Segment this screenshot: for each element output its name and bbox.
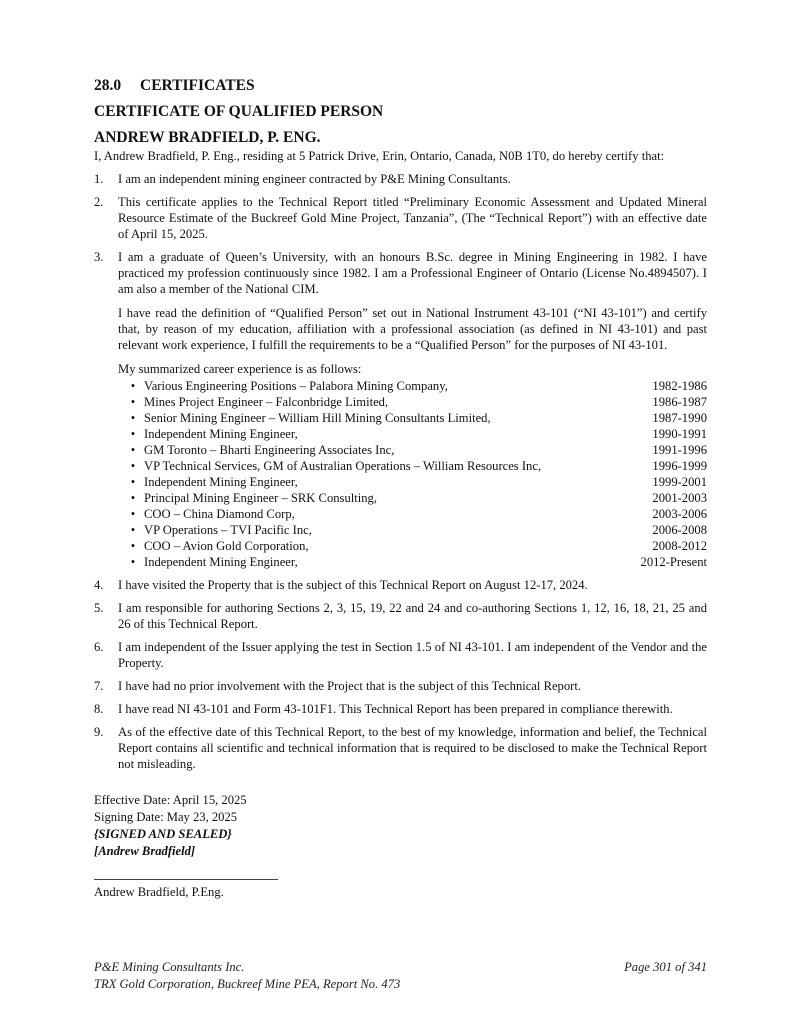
section-number: 28.0 xyxy=(94,77,122,94)
page-footer xyxy=(94,959,707,993)
item-number: 5. xyxy=(94,601,104,615)
career-item xyxy=(118,506,707,522)
signing-date: Signing Date: May 23, 2025 xyxy=(94,810,238,824)
item-text: I am a graduate of Queen’s University, with an honours B.Sc. degree in Mining Engineering in 1982. I have practiced my profession continuously since 1982. I am a Professional Engineer of Ontario (License No.4894507). I am also a member of the National CIM. xyxy=(118,250,707,296)
signature-line xyxy=(94,879,278,880)
list-item xyxy=(94,724,707,772)
effective-date: Effective Date: April 15, 2025 xyxy=(94,793,247,807)
certificate-title: CERTIFICATE OF QUALIFIED PERSON xyxy=(94,103,384,120)
bullet-icon: • xyxy=(130,555,136,569)
bullet-icon: • xyxy=(130,459,136,473)
intro-paragraph: I, Andrew Bradfield, P. Eng., residing at 5 Patrick Drive, Erin, Ontario, Canada, N0B 1T0, do hereby certify that: xyxy=(94,149,665,163)
signer-name: Andrew Bradfield, P.Eng. xyxy=(94,885,224,899)
career-role: Various Engineering Positions – Palabora Mining Company, xyxy=(144,379,448,393)
bullet-icon: • xyxy=(130,507,136,521)
certification-list xyxy=(94,171,707,772)
career-years: 1986-1987 xyxy=(652,395,707,409)
bullet-icon: • xyxy=(130,491,136,505)
item-text: I am responsible for authoring Sections 2, 3, 15, 19, 22 and 24 and co-authoring Sections 1, 12, 16, 18, 21, 25 and 26 of this Technical Report. xyxy=(118,601,707,631)
list-item xyxy=(94,249,707,570)
list-item xyxy=(94,600,707,632)
career-years: 1982-1986 xyxy=(652,379,707,393)
section-title: CERTIFICATES xyxy=(140,77,255,94)
career-role: Independent Mining Engineer, xyxy=(144,475,298,489)
career-years: 2012-Present xyxy=(640,555,707,569)
career-item xyxy=(118,554,707,570)
item-number: 3. xyxy=(94,250,104,264)
item-number: 6. xyxy=(94,640,104,654)
career-item xyxy=(118,490,707,506)
item-text: This certificate applies to the Technical Report titled “Preliminary Economic Assessment and Updated Mineral Resource Estimate of the Buckreef Gold Mine Project, Tanzania”, (The “Technical Report”) with an effective date of April 15, 2025. xyxy=(118,195,707,241)
career-role: Mines Project Engineer – Falconbridge Limited, xyxy=(144,395,389,409)
career-lead: My summarized career experience is as follows: xyxy=(118,362,362,376)
career-role: Independent Mining Engineer, xyxy=(144,555,298,569)
person-heading: ANDREW BRADFIELD, P. ENG. xyxy=(94,129,321,146)
career-item xyxy=(118,474,707,490)
career-years: 2006-2008 xyxy=(652,523,707,537)
bullet-icon: • xyxy=(130,395,136,409)
item-number: 9. xyxy=(94,725,104,739)
bullet-icon: • xyxy=(130,427,136,441)
list-item xyxy=(94,171,707,187)
list-item xyxy=(94,701,707,717)
career-years: 1996-1999 xyxy=(652,459,707,473)
item-number: 7. xyxy=(94,679,104,693)
signed-sealed-note: {SIGNED AND SEALED} xyxy=(94,827,232,841)
item-number: 2. xyxy=(94,195,104,209)
list-item xyxy=(94,639,707,671)
bullet-icon: • xyxy=(130,411,136,425)
career-list xyxy=(118,378,707,570)
career-role: GM Toronto – Bharti Engineering Associates Inc, xyxy=(144,443,395,457)
career-item xyxy=(118,522,707,538)
career-years: 2008-2012 xyxy=(652,539,707,553)
item-number: 1. xyxy=(94,172,104,186)
career-role: Independent Mining Engineer, xyxy=(144,427,298,441)
career-years: 2001-2003 xyxy=(652,491,707,505)
footer-page-number: Page 301 of 341 xyxy=(624,960,707,974)
bullet-icon: • xyxy=(130,539,136,553)
footer-company: P&E Mining Consultants Inc. xyxy=(94,960,245,974)
bullet-icon: • xyxy=(130,475,136,489)
item-text: I am independent of the Issuer applying the test in Section 1.5 of NI 43-101. I am independent of the Vendor and the Property. xyxy=(118,640,707,670)
qualified-person-paragraph: I have read the definition of “Qualified Person” set out in National Instrument 43-101 (“NI 43-101”) and certify that, by reason of my education, affiliation with a professional association (as defined in NI 43-101) and past relevant work experience, I fulfill the requirements to be a “Qualified Person” for the purposes of NI 43-101. xyxy=(118,306,707,352)
signer-bracket: [Andrew Bradfield] xyxy=(94,844,196,858)
career-item xyxy=(118,426,707,442)
item-text: I am an independent mining engineer contracted by P&E Mining Consultants. xyxy=(118,172,511,186)
section-heading xyxy=(94,76,707,96)
career-role: VP Operations – TVI Pacific Inc, xyxy=(144,523,312,537)
item-text: I have visited the Property that is the subject of this Technical Report on August 12-17, 2024. xyxy=(118,578,588,592)
list-item xyxy=(94,678,707,694)
career-item xyxy=(118,378,707,394)
item-text: I have read NI 43-101 and Form 43-101F1. This Technical Report has been prepared in compliance therewith. xyxy=(118,702,673,716)
signature-block xyxy=(94,792,707,901)
bullet-icon: • xyxy=(130,523,136,537)
career-item xyxy=(118,394,707,410)
career-years: 1999-2001 xyxy=(652,475,707,489)
career-item xyxy=(118,442,707,458)
career-role: COO – Avion Gold Corporation, xyxy=(144,539,309,553)
career-role: VP Technical Services, GM of Australian Operations – William Resources Inc, xyxy=(144,459,542,473)
career-years: 2003-2006 xyxy=(652,507,707,521)
list-item xyxy=(94,577,707,593)
career-role: Principal Mining Engineer – SRK Consulting, xyxy=(144,491,377,505)
career-role: COO – China Diamond Corp, xyxy=(144,507,295,521)
item-number: 4. xyxy=(94,578,104,592)
item-text: I have had no prior involvement with the Project that is the subject of this Technical Report. xyxy=(118,679,581,693)
list-item xyxy=(94,194,707,242)
bullet-icon: • xyxy=(130,443,136,457)
career-item xyxy=(118,538,707,554)
certificate-page xyxy=(94,72,707,901)
footer-report: TRX Gold Corporation, Buckreef Mine PEA, Report No. 473 xyxy=(94,977,401,991)
bullet-icon: • xyxy=(130,379,136,393)
item-number: 8. xyxy=(94,702,104,716)
item-text: As of the effective date of this Technical Report, to the best of my knowledge, information and belief, the Technical Report contains all scientific and technical information that is required to be disclosed to make the Technical Report not misleading. xyxy=(118,725,707,771)
career-years: 1990-1991 xyxy=(652,427,707,441)
career-item xyxy=(118,458,707,474)
career-years: 1987-1990 xyxy=(652,411,707,425)
career-years: 1991-1996 xyxy=(652,443,707,457)
career-item xyxy=(118,410,707,426)
career-role: Senior Mining Engineer – William Hill Mining Consultants Limited, xyxy=(144,411,491,425)
